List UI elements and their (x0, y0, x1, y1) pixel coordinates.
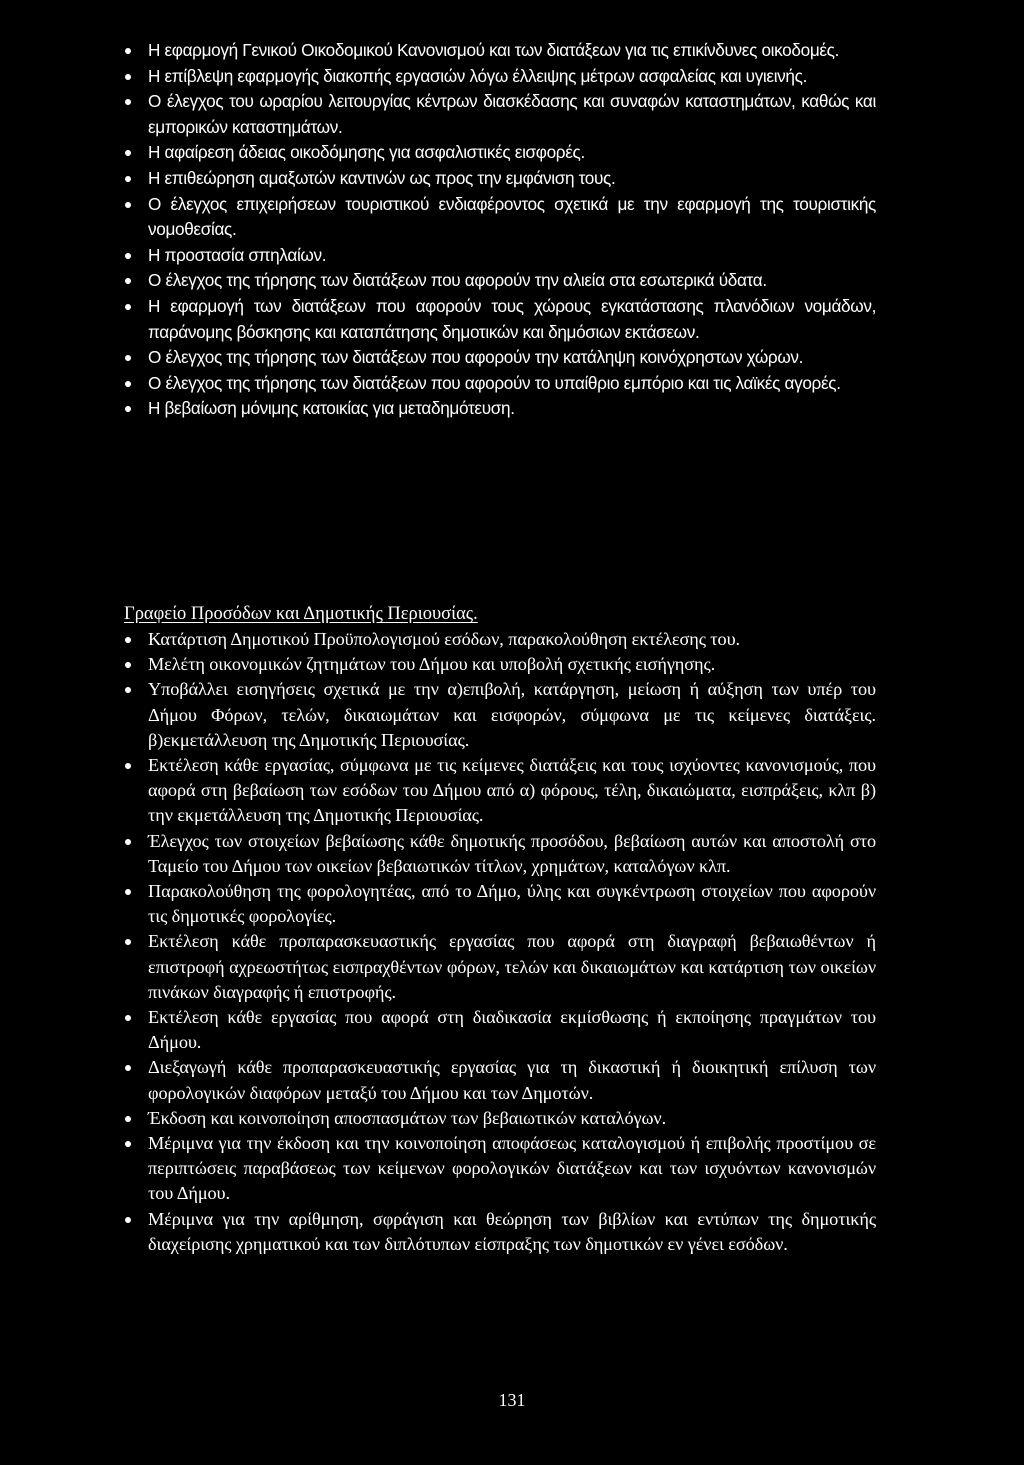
duties-list-2 (148, 627, 876, 1257)
bullet-icon (125, 763, 131, 769)
list-item-text: Ο έλεγχος επιχειρήσεων τουριστικού ενδιαφέροντος σχετικά με την εφαρμογή της τουριστικής νομοθεσίας. (148, 193, 876, 240)
list-item (148, 929, 876, 1005)
list-item-text: Η εφαρμογή Γενικού Οικοδομικού Κανονισμού και των διατάξεων για τις επικίνδυνες οικοδομές. (148, 40, 840, 60)
list-item-text: Ο έλεγχος της τήρησης των διατάξεων που αφορούν την κατάληψη κοινόχρηστων χώρων. (148, 347, 804, 368)
list-item (148, 371, 876, 397)
list-item-text: Ο έλεγχος του ωραρίου λειτουργίας κέντρων διασκέδασης και συναφών καταστημάτων, καθώς και εμπορικών καταστημάτων. (148, 91, 876, 137)
bullet-icon (125, 48, 131, 54)
bullet-icon (125, 99, 131, 105)
list-item (148, 627, 876, 652)
list-item (148, 396, 876, 422)
bullet-icon (125, 1217, 131, 1223)
bullet-icon (125, 889, 131, 895)
bullet-icon (125, 637, 131, 643)
list-item-text: Έκδοση και κοινοποίηση αποσπασμάτων των βεβαιωτικών καταλόγων. (148, 1107, 667, 1128)
duties-list-1 (148, 38, 876, 422)
list-item-text: Ο έλεγχος της τήρησης των διατάξεων που αφορούν την αλιεία στα εσωτερικά ύδατα. (148, 270, 767, 291)
list-item (148, 89, 876, 140)
list-item (148, 1055, 876, 1105)
list-item-text: Μελέτη οικονομικών ζητημάτων του Δήμου και υποβολή σχετικής εισήγησης. (148, 654, 716, 675)
list-item (148, 1207, 876, 1257)
list-item-text: Έλεγχος των στοιχείων βεβαίωσης κάθε δημοτικής προσόδου, βεβαίωση αυτών και αποστολή στο Ταμείο του Δήμου των οικείων βεβαιωτικών τίτλων, χρημάτων, καταλόγων κλπ. (148, 830, 876, 876)
list-item (148, 677, 876, 753)
bullet-icon (125, 1065, 131, 1071)
bullet-icon (125, 202, 131, 208)
list-item-text: Ο έλεγχος της τήρησης των διατάξεων που αφορούν το υπαίθριο εμπόριο και τις λαϊκές αγορές. (148, 372, 841, 393)
bullet-icon (125, 304, 131, 310)
bullet-icon (125, 939, 131, 945)
list-item-text: Η βεβαίωση μόνιμης κατοικίας για μεταδημότευση. (148, 398, 515, 419)
list-item (148, 879, 876, 929)
bullet-icon (125, 74, 131, 80)
list-item (148, 140, 876, 166)
bullet-icon (125, 278, 131, 284)
list-item (148, 38, 876, 64)
list-item (148, 829, 876, 879)
list-item-text: Μέριμνα για την αρίθμηση, σφράγιση και θεώρηση των βιβλίων και εντύπων της δημοτικής διαχείρισης χρηματικού και των διπλότυπων είσπραξης των δημοτικών εν γένει εσόδων. (148, 1208, 876, 1254)
list-item-text: Εκτέλεση κάθε προπαρασκευαστικής εργασίας που αφορά στη διαγραφή βεβαιωθέντων ή επιστροφή αχρεωστήτως εισπραχθέντων φόρων, τελών και δικαιωμάτων και κατάρτιση των οικείων πινάκων διαγραφής ή επιστροφής. (148, 931, 876, 1002)
page-number: 131 (498, 1390, 526, 1410)
list-item-text: Διεξαγωγή κάθε προπαρασκευαστικής εργασίας για τη δικαστική ή διοικητική επίλυση των φορολογικών διαφόρων μεταξύ του Δήμου και των Δημοτών. (148, 1057, 876, 1103)
list-item-text: Η αφαίρεση άδειας οικοδόμησης για ασφαλιστικές εισφορές. (148, 142, 585, 163)
bullet-icon (125, 355, 131, 361)
bullet-icon (125, 381, 131, 387)
section-heading: Γραφείο Προσόδων και Δημοτικής Περιουσίας. (124, 604, 478, 624)
list-item (148, 1106, 876, 1131)
list-item (148, 268, 876, 294)
list-item-text: Η εφαρμογή των διατάξεων που αφορούν τους χώρους εγκατάστασης πλανόδιων νομάδων, παράνομης βόσκησης και καταπάτησης δημοτικών και δημόσιων εκτάσεων. (148, 295, 876, 342)
bullet-icon (125, 406, 131, 412)
bullet-icon (125, 687, 131, 693)
list-item (148, 192, 876, 243)
bullet-icon (125, 1141, 131, 1147)
list-item-text: Εκτέλεση κάθε εργασίας, σύμφωνα με τις κείμενες διατάξεις και τους ισχύοντες κανονισμούς, που αφορά στη βεβαίωση των εσόδων του Δήμου από α) φόρους, τέλη, δικαιώματα, εισπράξεις, κλπ β) την εκμετάλλευση της Δημοτικής Περιουσίας. (148, 755, 876, 826)
list-item-text: Μέριμνα για την έκδοση και την κοινοποίηση αποφάσεως καταλογισμού ή επιβολής προστίμου σε περιπτώσεις παραβάσεως των κείμενων φορολογικών διατάξεων και των ισχυόντων κανονισμών του Δήμου. (148, 1133, 876, 1204)
list-item (148, 294, 876, 345)
bullet-icon (125, 1015, 131, 1021)
bullet-icon (125, 150, 131, 156)
list-item (148, 64, 876, 90)
list-item-text: Η προστασία σπηλαίων. (148, 244, 327, 265)
list-item (148, 345, 876, 371)
list-item (148, 243, 876, 269)
list-item-text: Εκτέλεση κάθε εργασίας που αφορά στη διαδικασία εκμίσθωσης ή εκποίησης πραγμάτων του Δήμου. (148, 1007, 876, 1053)
bullet-icon (125, 1116, 131, 1122)
bullet-icon (125, 839, 131, 845)
list-item (148, 1131, 876, 1207)
list-item-text: Κατάρτιση Δημοτικού Προϋπολογισμού εσόδων, παρακολούθηση εκτέλεσης του. (148, 629, 741, 649)
bullet-icon (125, 253, 131, 259)
list-item (148, 1005, 876, 1055)
list-item (148, 166, 876, 192)
list-item (148, 753, 876, 829)
list-item (148, 652, 876, 677)
list-item-text: Η επίβλεψη εφαρμογής διακοπής εργασιών λόγω έλλειψης μέτρων ασφαλείας και υγιεινής. (148, 65, 807, 86)
list-item-text: Η επιθεώρηση αμαξωτών καντινών ως προς την εμφάνιση τους. (148, 167, 616, 188)
bullet-icon (125, 662, 131, 668)
bullet-icon (125, 176, 131, 182)
list-item-text: Παρακολούθηση της φορολογητέας, από το Δήμο, ύλης και συγκέντρωση στοιχείων που αφορούν τις δημοτικές φορολογίες. (148, 881, 876, 927)
list-item-text: Υποβάλλει εισηγήσεις σχετικά με την α)επιβολή, κατάργηση, μείωση ή αύξηση των υπέρ του Δήμου Φόρων, τελών, δικαιωμάτων και εισφορών, σύμφωνα με τις κείμενες διατάξεις. β)εκμετάλλευση της Δημοτικής Περιουσίας. (148, 679, 876, 750)
